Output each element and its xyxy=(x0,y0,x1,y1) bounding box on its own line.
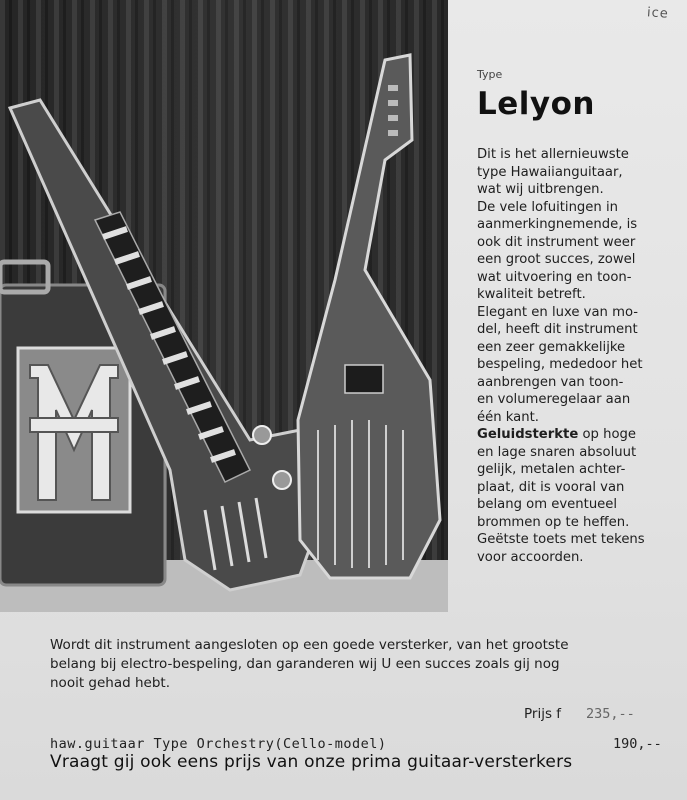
description-line xyxy=(477,356,669,374)
description-text: belang om eventueel xyxy=(477,497,618,512)
description-line xyxy=(477,444,669,462)
description-text: één kant. xyxy=(477,409,539,425)
description-line xyxy=(477,339,669,357)
description-line xyxy=(477,391,669,409)
description-text: Dit is het allernieuwste xyxy=(477,147,629,162)
description-line xyxy=(477,426,669,444)
description-text: Geëtste toets met tekens xyxy=(477,532,645,547)
description-line xyxy=(477,269,669,287)
description-text: aanbrengen van toon- xyxy=(477,374,624,390)
description-line xyxy=(477,496,669,514)
description-line xyxy=(477,304,669,322)
description-text: bespeling, mededoor het xyxy=(477,357,643,372)
description-line xyxy=(477,181,669,199)
description-text: en lage snaren absoluut xyxy=(477,444,637,460)
description-line xyxy=(477,549,669,567)
description-text: plaat, dit is vooral van xyxy=(477,479,625,495)
type-label: Type xyxy=(477,68,503,81)
description-text: en volumeregelaar aan xyxy=(477,392,631,407)
model-title: Lelyon xyxy=(477,86,595,122)
description-text: Elegant en luxe van mo- xyxy=(477,304,639,320)
corner-mark: ice xyxy=(646,5,670,22)
bottom-paragraph-line: Wordt dit instrument aangesloten op een goede versterker, van het grootste xyxy=(50,637,569,653)
description-line xyxy=(477,479,669,497)
description-text: De vele lofuitingen in xyxy=(477,199,618,215)
description-text: ook dit instrument weer xyxy=(477,234,636,250)
description-line xyxy=(477,164,669,182)
description-text: brommen op te heffen. xyxy=(477,514,630,530)
description-line xyxy=(477,321,669,339)
description-text: voor accoorden. xyxy=(477,549,584,565)
typed-product-line: haw.guitaar Type Orchestry(Cello-model) xyxy=(50,736,387,752)
bottom-paragraph-line: belang bij electro-bespeling, dan garanderen wij U een succes zoals gij nog xyxy=(50,656,560,672)
description-text: op hoge xyxy=(578,427,636,442)
price-value: 235,-- xyxy=(586,706,635,722)
description-line xyxy=(477,531,669,549)
description-line xyxy=(477,461,669,479)
product-photo xyxy=(0,0,448,612)
description-text: gelijk, metalen achter- xyxy=(477,462,626,477)
description-bold-term: Geluidsterkte xyxy=(477,427,579,442)
typed-product-price: 190,-- xyxy=(613,736,662,752)
price-label: Prijs f xyxy=(524,706,562,722)
description-text: wat uitvoering en toon- xyxy=(477,269,632,285)
description-line xyxy=(477,374,669,392)
product-description xyxy=(477,146,669,566)
description-line xyxy=(477,286,669,304)
guitar-photo-illustration xyxy=(0,0,448,612)
bottom-paragraph xyxy=(50,636,670,693)
bottom-paragraph-line: nooit gehad hebt. xyxy=(50,675,170,691)
description-text: een zeer gemakkelijke xyxy=(477,339,626,355)
description-line xyxy=(477,146,669,164)
description-text: type Hawaiianguitaar, xyxy=(477,164,623,180)
description-text: kwaliteit betreft. xyxy=(477,287,586,302)
description-line xyxy=(477,199,669,217)
description-line xyxy=(477,409,669,427)
footer-line: Vraagt gij ook eens prijs van onze prima guitaar-versterkers xyxy=(50,752,573,772)
description-text: een groot succes, zowel xyxy=(477,252,636,267)
description-line xyxy=(477,514,669,532)
description-text: del, heeft dit instrument xyxy=(477,322,638,337)
description-line xyxy=(477,251,669,269)
description-text: wat wij uitbrengen. xyxy=(477,182,604,197)
description-line xyxy=(477,216,669,234)
description-text: aanmerkingnemende, is xyxy=(477,217,638,232)
description-line xyxy=(477,234,669,252)
